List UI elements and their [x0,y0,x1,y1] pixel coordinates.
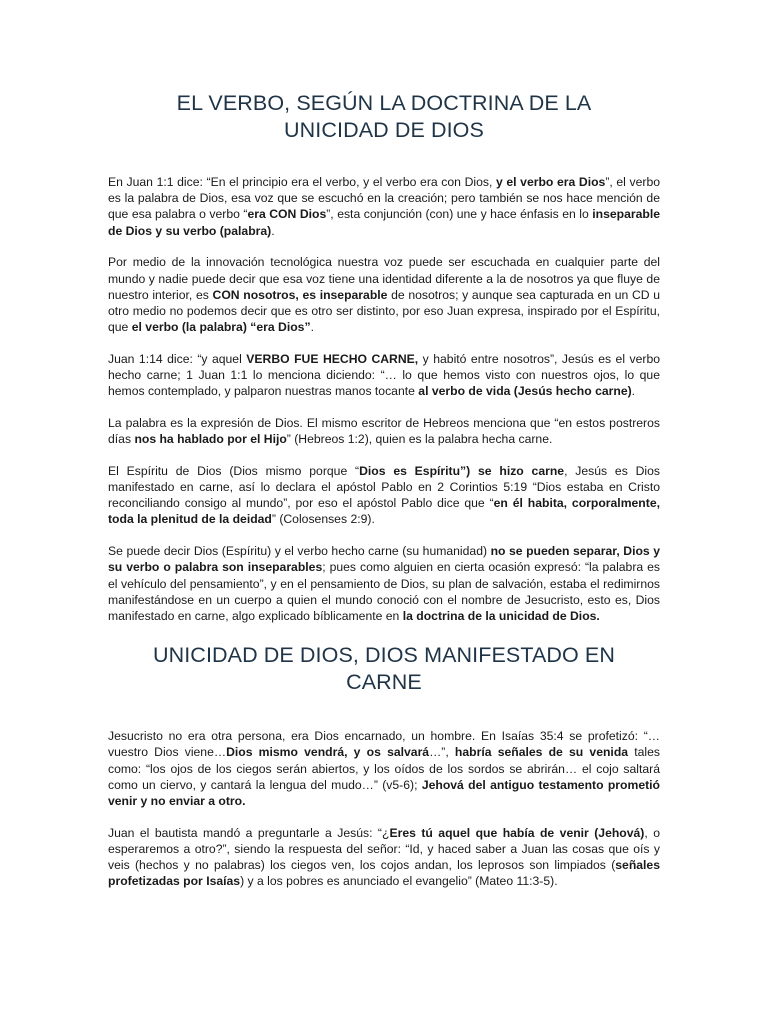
text-run: , Jesús es Dios manifestado en carne, así lo declara el apóstol Pablo en 2 Corintios 5:19 “Dios estaba en Cristo reconciliando consigo al mundo”, por eso el apóstol Pablo dice que “ [108,463,661,511]
text-run: . [310,320,314,335]
text-run: tales como: “los ojos de los ciegos serán abiertos, y los oídos de los sordos se abrirán… el cojo saltará como un ciervo, y cantará la lengua del mudo…” (v5-6); [108,745,660,792]
text-run: ” (Colosenses 2:9). [271,512,375,527]
bold-text: señales profetizadas por Isaías [108,858,660,889]
bold-text: era CON Dios [247,207,327,222]
text-run: En Juan 1:1 dice: “En el principio era el verbo, y el verbo era con Dios, [108,175,496,189]
text-run: ”, esta conjunción (con) une y hace énfasis en lo [326,207,593,222]
text-run: Por medio de la innovación tecnológica nuestra voz puede ser escuchada en cualquier parte del mundo y nadie puede decir que esa voz tiene una identidad diferente a la de nosotros ya que fluye de nuestro interior, es [108,255,660,302]
section-heading [108,642,660,696]
text-run: ” (Hebreos 1:2), quien es la palabra hecha carne. [286,432,553,447]
page-title [108,90,660,144]
text-run: ”, el verbo es la palabra de Dios, esa voz que se escuchó en la creación; pero también se nos hace mención de que esa palabra o verbo “ [108,175,660,222]
bold-text: VERBO FUE HECHO CARNE, [246,351,419,366]
bold-text: nos ha hablado por el Hijo [134,432,287,447]
text-run: El Espíritu de Dios (Dios mismo porque “ [108,463,360,478]
bold-text: Eres tú aquel que había de venir (Jehová) [389,825,645,840]
paragraph [108,174,660,239]
bold-text: al verbo de vida (Jesús hecho carne) [418,384,632,399]
section-body [108,174,660,624]
heading-line: UNICIDAD DE DIOS, DIOS MANIFESTADO EN [152,643,615,668]
paragraph [108,254,660,335]
paragraph [108,728,660,809]
paragraph [108,825,660,890]
text-run: . [271,223,275,238]
bold-text: habría señales de su venida [454,745,629,760]
text-run: Juan el bautista mandó a preguntarle a Jesús: “¿ [108,825,390,840]
text-run: ; pues como alguien en cierta ocasión expresó: “la palabra es el vehículo del pensamiento”, y en el pensamiento de Dios, su plan de salvación, estaba el redimirnos manifestándose en un cuerpo a quien el mundo conoció con el nombre de Jesucristo, esto es, Dios manifestado en carne, algo explicado bíblicamente en [108,560,661,623]
paragraph [108,351,660,400]
bold-text: la doctrina de la unicidad de Dios. [402,608,600,623]
title-line: EL VERBO, SEGÚN LA DOCTRINA DE LA [176,91,592,115]
text-run: …”, [429,745,455,760]
bold-text: Dios es Espíritu”) se hizo carne [359,463,565,478]
bold-text: el verbo (la palabra) “era Dios” [131,320,311,335]
bold-text: CON nosotros, es inseparable [212,287,388,302]
bold-text: inseparable de Dios y su verbo (palabra) [108,207,660,238]
text-run: y habitó entre nosotros”, Jesús es el verbo hecho carne; 1 Juan 1:1 lo menciona diciendo: “… lo que hemos visto con nuestros ojos, lo que hemos contemplado, y palparon nuestras manos tocante [108,351,660,399]
title-line: UNICIDAD DE DIOS [284,118,484,142]
bold-text: no se pueden separar, Dios y su verbo o palabra son inseparables [108,544,661,575]
bold-text: Dios mismo vendrá, y os salvará [226,745,430,760]
text-run: Juan 1:14 dice: “y aquel [108,351,247,366]
section-body [108,728,660,889]
paragraph [108,415,660,447]
text-run: Se puede decir Dios (Espíritu) y el verbo hecho carne (su humanidad) [108,544,491,559]
text-run: , o esperaremos a otro?”, siendo la respuesta del señor: “Id, y haced saber a Juan las cosas que oís y veis (hechos y no palabras) los ciegos ven, los cojos andan, los leprosos son limpiados ( [108,825,660,873]
paragraph [108,543,660,624]
bold-text: y el verbo era Dios [495,175,606,189]
text-run: de nosotros; y aunque sea capturada en un CD u otro medio no podemos decir que es otro ser distinto, por eso Juan expresa, inspirado por el Espíritu, que [108,287,660,335]
text-run: . [631,384,636,399]
text-run: Jesucristo no era otra persona, era Dios encarnado, un hombre. En Isaías 35:4 se profetizó: “… vuestro Dios viene… [108,729,660,760]
bold-text: Jehová del antiguo testamento prometió venir y no enviar a otro. [108,777,661,808]
paragraph [108,463,660,528]
heading-line: CARNE [346,670,422,695]
text-run: La palabra es la expresión de Dios. El mismo escritor de Hebreos menciona que “en estos postreros días [108,415,660,447]
bold-text: en él habita, corporalmente, toda la plenitud de la deidad [108,496,660,527]
text-run: ) y a los pobres es anunciado el evangelio” (Mateo 11:3-5). [240,874,558,889]
